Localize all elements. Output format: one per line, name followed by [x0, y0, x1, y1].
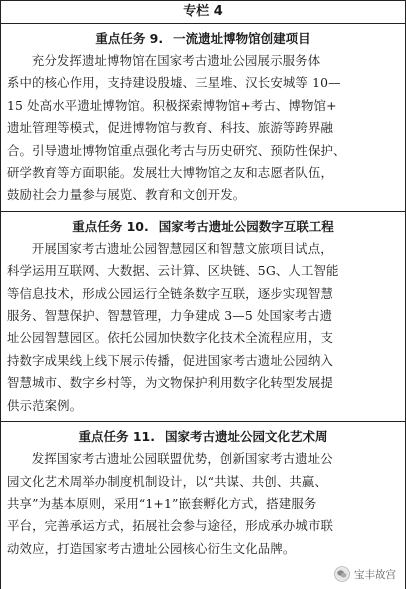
task-box	[1, 212, 405, 422]
body-line: 动效应，打造国家考古遗址公园核心衍生文化品牌。	[7, 540, 296, 556]
body-line: 持数字成果线上线下展示传播，促进国家考古遗址公园纳入	[7, 352, 334, 368]
body-line: 鼓励社会力量参与展览、教育和文创开发。	[7, 187, 246, 203]
watermark	[331, 565, 399, 583]
body-line: 址公园智慧园区。依托公园加快数字化技术全流程应用，支	[7, 330, 334, 346]
task-body	[7, 50, 399, 207]
task-box	[1, 24, 405, 212]
task-number: 重点任务 10.	[72, 218, 149, 234]
body-line: 发挥国家考古遗址公园联盟优势，创新国家考古遗址公	[31, 451, 333, 467]
task-title: 一流遗址博物馆创建项目	[173, 31, 311, 46]
body-line: 开展国家考古遗址公园智慧园区和智慧文旅项目试点，	[31, 240, 333, 256]
task-title: 国家考古遗址公园数字互联工程	[158, 218, 334, 234]
task-title: 国家考古遗址公园文化艺术周	[164, 429, 328, 445]
task-heading	[7, 426, 399, 448]
body-line: 等信息技术，形成公园运行全链条数字互联，逐步实现智慧	[7, 285, 334, 301]
column-title: 专栏 4	[1, 1, 405, 24]
task-number: 重点任务 11.	[78, 429, 155, 445]
body-line: 充分发挥遗址博物馆在国家考古遗址公园展示服务体	[31, 53, 321, 68]
body-line: 15 处高水平遗址博物馆。积极探索博物馆+考古、博物馆+	[7, 97, 337, 113]
task-heading	[7, 216, 399, 238]
watermark-text: 宝丰故宫	[354, 568, 396, 581]
body-line: 科学运用互联网、大数据、云计算、区块链、5G、人工智能	[7, 263, 339, 279]
body-line: 园文化艺术周举办制度机制设计，以“共谋、共创、共赢、	[7, 473, 327, 489]
task-box	[1, 422, 405, 564]
body-line: 系中的核心作用，支持建设殷墟、三星堆、汉长安城等 10—	[7, 75, 341, 91]
body-line: 研学教育等方面职能。发展壮大博物馆之友和志愿者队伍，	[7, 165, 334, 181]
task-body	[7, 448, 399, 560]
wechat-icon	[334, 566, 350, 582]
body-line: 服务、智慧保护、智慧管理，力争建成 3—5 处国家考古遗	[7, 308, 333, 324]
body-line: 平台，完善承运方式，拓展社会参与途径，形成承办城市联	[7, 518, 334, 534]
task-heading	[7, 28, 399, 50]
body-line: 供示范案例。	[7, 397, 83, 413]
body-line: 合。引导遗址博物馆重点强化考古与历史研究、预防性保护、	[7, 142, 346, 158]
task-number: 重点任务 9.	[95, 31, 164, 46]
task-body	[7, 238, 399, 417]
body-line: 遗址管理等模式，促进博物馆与教育、科技、旅游等跨界融	[7, 120, 334, 136]
body-line: 共享”为基本原则，采用“1+1”嵌套孵化方式，搭建服务	[7, 495, 317, 511]
body-line: 智慧城市、数字乡村等，为文物保护利用数字化转型发展提	[7, 375, 334, 391]
